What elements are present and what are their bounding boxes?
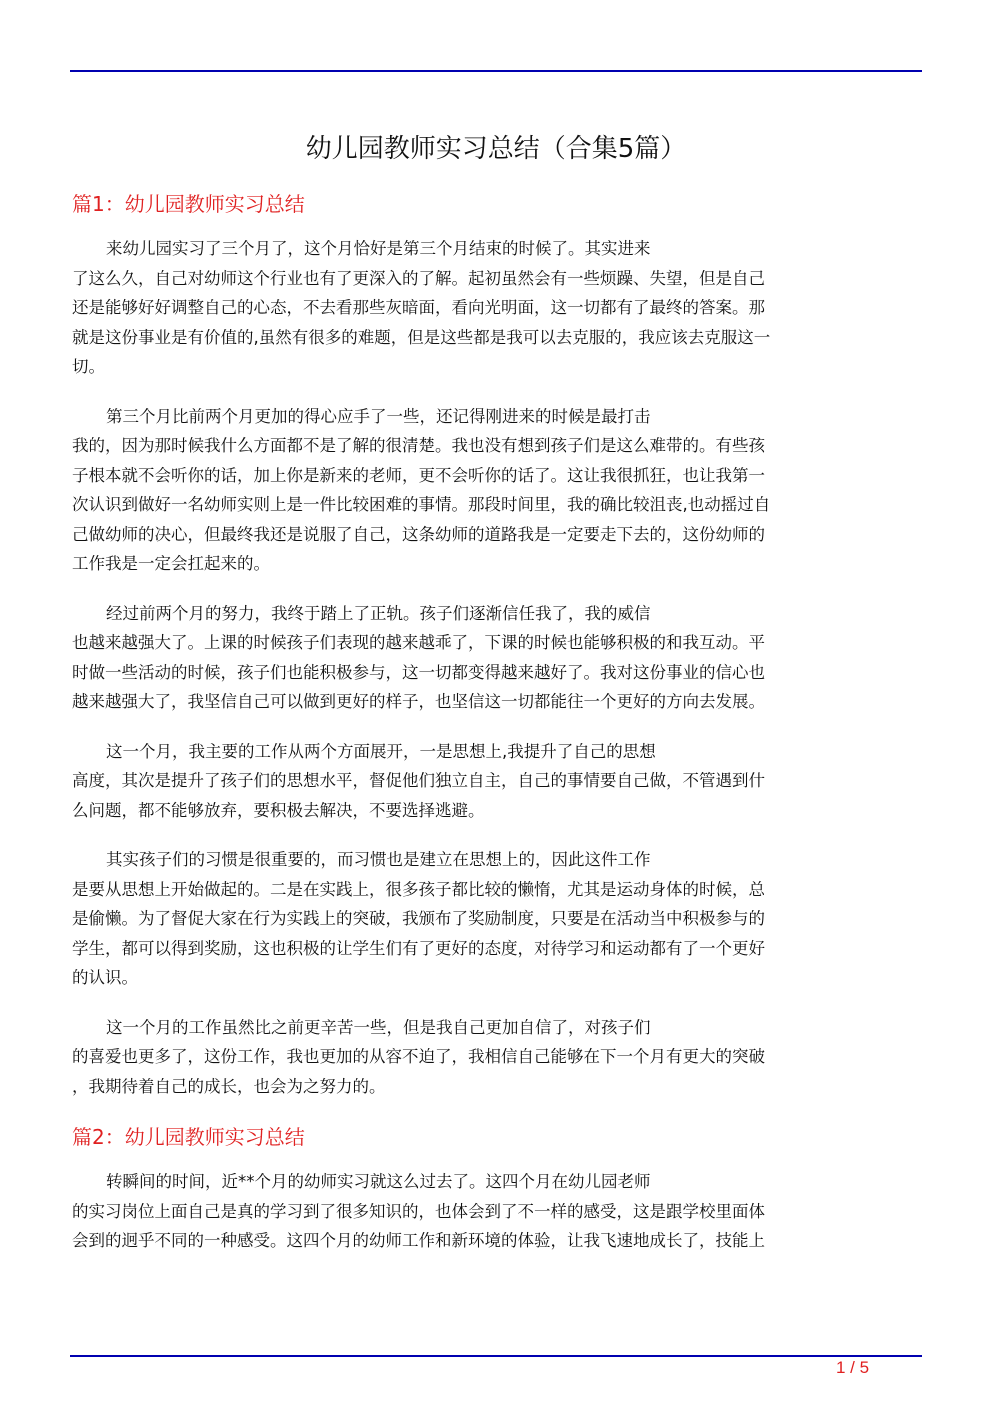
text-line: 时做一些活动的时候，孩子们也能积极参与，这一切都变得越来越好了。我对这份事业的信心也 (72, 662, 765, 682)
text-line: 转瞬间的时间，近**个月的幼师实习就这么过去了。这四个月在幼儿园老师 (106, 1172, 651, 1191)
text-line: 越来越强大了，我坚信自己可以做到更好的样子，也坚信这一切都能往一个更好的方向去发展。 (72, 692, 765, 711)
paragraph (72, 234, 922, 382)
text-line: 来幼儿园实习了三个月了，这个月恰好是第三个月结束的时候了。其实进来 (106, 239, 651, 258)
text-line: 是要从思想上开始做起的。二是在实践上，很多孩子都比较的懒惰，尤其是运动身体的时候，总 (72, 879, 765, 899)
header-rule (70, 70, 922, 72)
paragraph (72, 737, 922, 826)
text-line: 还是能够好好调整自己的心态，不去看那些灰暗面，看向光明面，这一切都有了最终的答案。那 (72, 298, 765, 317)
text-line: 其实孩子们的习惯是很重要的，而习惯也是建立在思想上的，因此这件工作 (106, 850, 651, 869)
text-line: 的实习岗位上面自己是真的学习到了很多知识的，也体会到了不一样的感受，这是跟学校里面体 (72, 1201, 765, 1221)
section-heading: 篇2：幼儿园教师实习总结 (72, 1125, 305, 1149)
text-line: 了这么久，自己对幼师这个行业也有了更深入的了解。起初虽然会有一些烦躁、失望，但是自己 (72, 268, 765, 288)
text-line: ，我期待着自己的成长，也会为之努力的。 (72, 1076, 386, 1096)
text-line: 第三个月比前两个月更加的得心应手了一些，还记得刚进来的时候是最打击 (106, 406, 651, 426)
paragraph (72, 1013, 922, 1102)
text-line: 工作我是一定会扛起来的。 (72, 554, 270, 573)
text-line: 己做幼师的决心，但最终我还是说服了自己，这条幼师的道路我是一定要走下去的，这份幼师的 (72, 524, 765, 544)
text-line: 是偷懒。为了督促大家在行为实践上的突破，我颁布了奖励制度，只要是在活动当中积极参与的 (72, 909, 765, 928)
text-line: 高度，其次是提升了孩子们的思想水平，督促他们独立自主，自己的事情要自己做，不管遇到什 (72, 771, 765, 790)
text-line: 么问题，都不能够放弃，要积极去解决，不要选择逃避。 (72, 800, 485, 820)
document-body (72, 188, 922, 1276)
document-title: 幼儿园教师实习总结（合集5篇） (305, 134, 687, 164)
text-line: 这一个月的工作虽然比之前更辛苦一些，但是我自己更加自信了，对孩子们 (106, 1017, 651, 1037)
text-line: 经过前两个月的努力，我终于踏上了正轨。孩子们逐渐信任我了，我的威信 (106, 603, 651, 623)
text-line: 会到的迥乎不同的一种感受。这四个月的幼师工作和新环境的体验，让我飞速地成长了，技能上 (72, 1231, 765, 1250)
text-line: 的喜爱也更多了，这份工作，我也更加的从容不迫了，我相信自己能够在下一个月有更大的突破 (72, 1047, 765, 1066)
footer-rule (70, 1355, 922, 1357)
paragraph (72, 845, 922, 993)
text-line: 学生，都可以得到奖励，这也积极的让学生们有了更好的态度，对待学习和运动都有了一个更好 (72, 938, 765, 958)
text-line: 这一个月，我主要的工作从两个方面展开，一是思想上,我提升了自己的思想 (106, 741, 656, 761)
paragraph (72, 599, 922, 717)
paragraph (72, 1167, 922, 1256)
text-line: 的认识。 (72, 968, 138, 987)
text-line: 切。 (72, 357, 105, 376)
text-line: 子根本就不会听你的话，加上你是新来的老师，更不会听你的话了。这让我很抓狂，也让我第一 (72, 465, 765, 485)
section-heading: 篇1：幼儿园教师实习总结 (72, 192, 305, 216)
text-line: 我的，因为那时候我什么方面都不是了解的很清楚。我也没有想到孩子们是这么难带的。有些孩 (72, 436, 765, 455)
text-line: 也越来越强大了。上课的时候孩子们表现的越来越乖了，下课的时候也能够积极的和我互动。平 (72, 633, 765, 652)
text-line: 次认识到做好一名幼师实则上是一件比较困难的事情。那段时间里，我的确比较沮丧,也动摇过自 (72, 495, 771, 514)
text-line: 就是这份事业是有价值的,虽然有很多的难题，但是这些都是我可以去克服的，我应该去克服这一 (72, 327, 771, 347)
page-number: 1 / 5 (836, 1358, 870, 1377)
paragraph (72, 402, 922, 579)
